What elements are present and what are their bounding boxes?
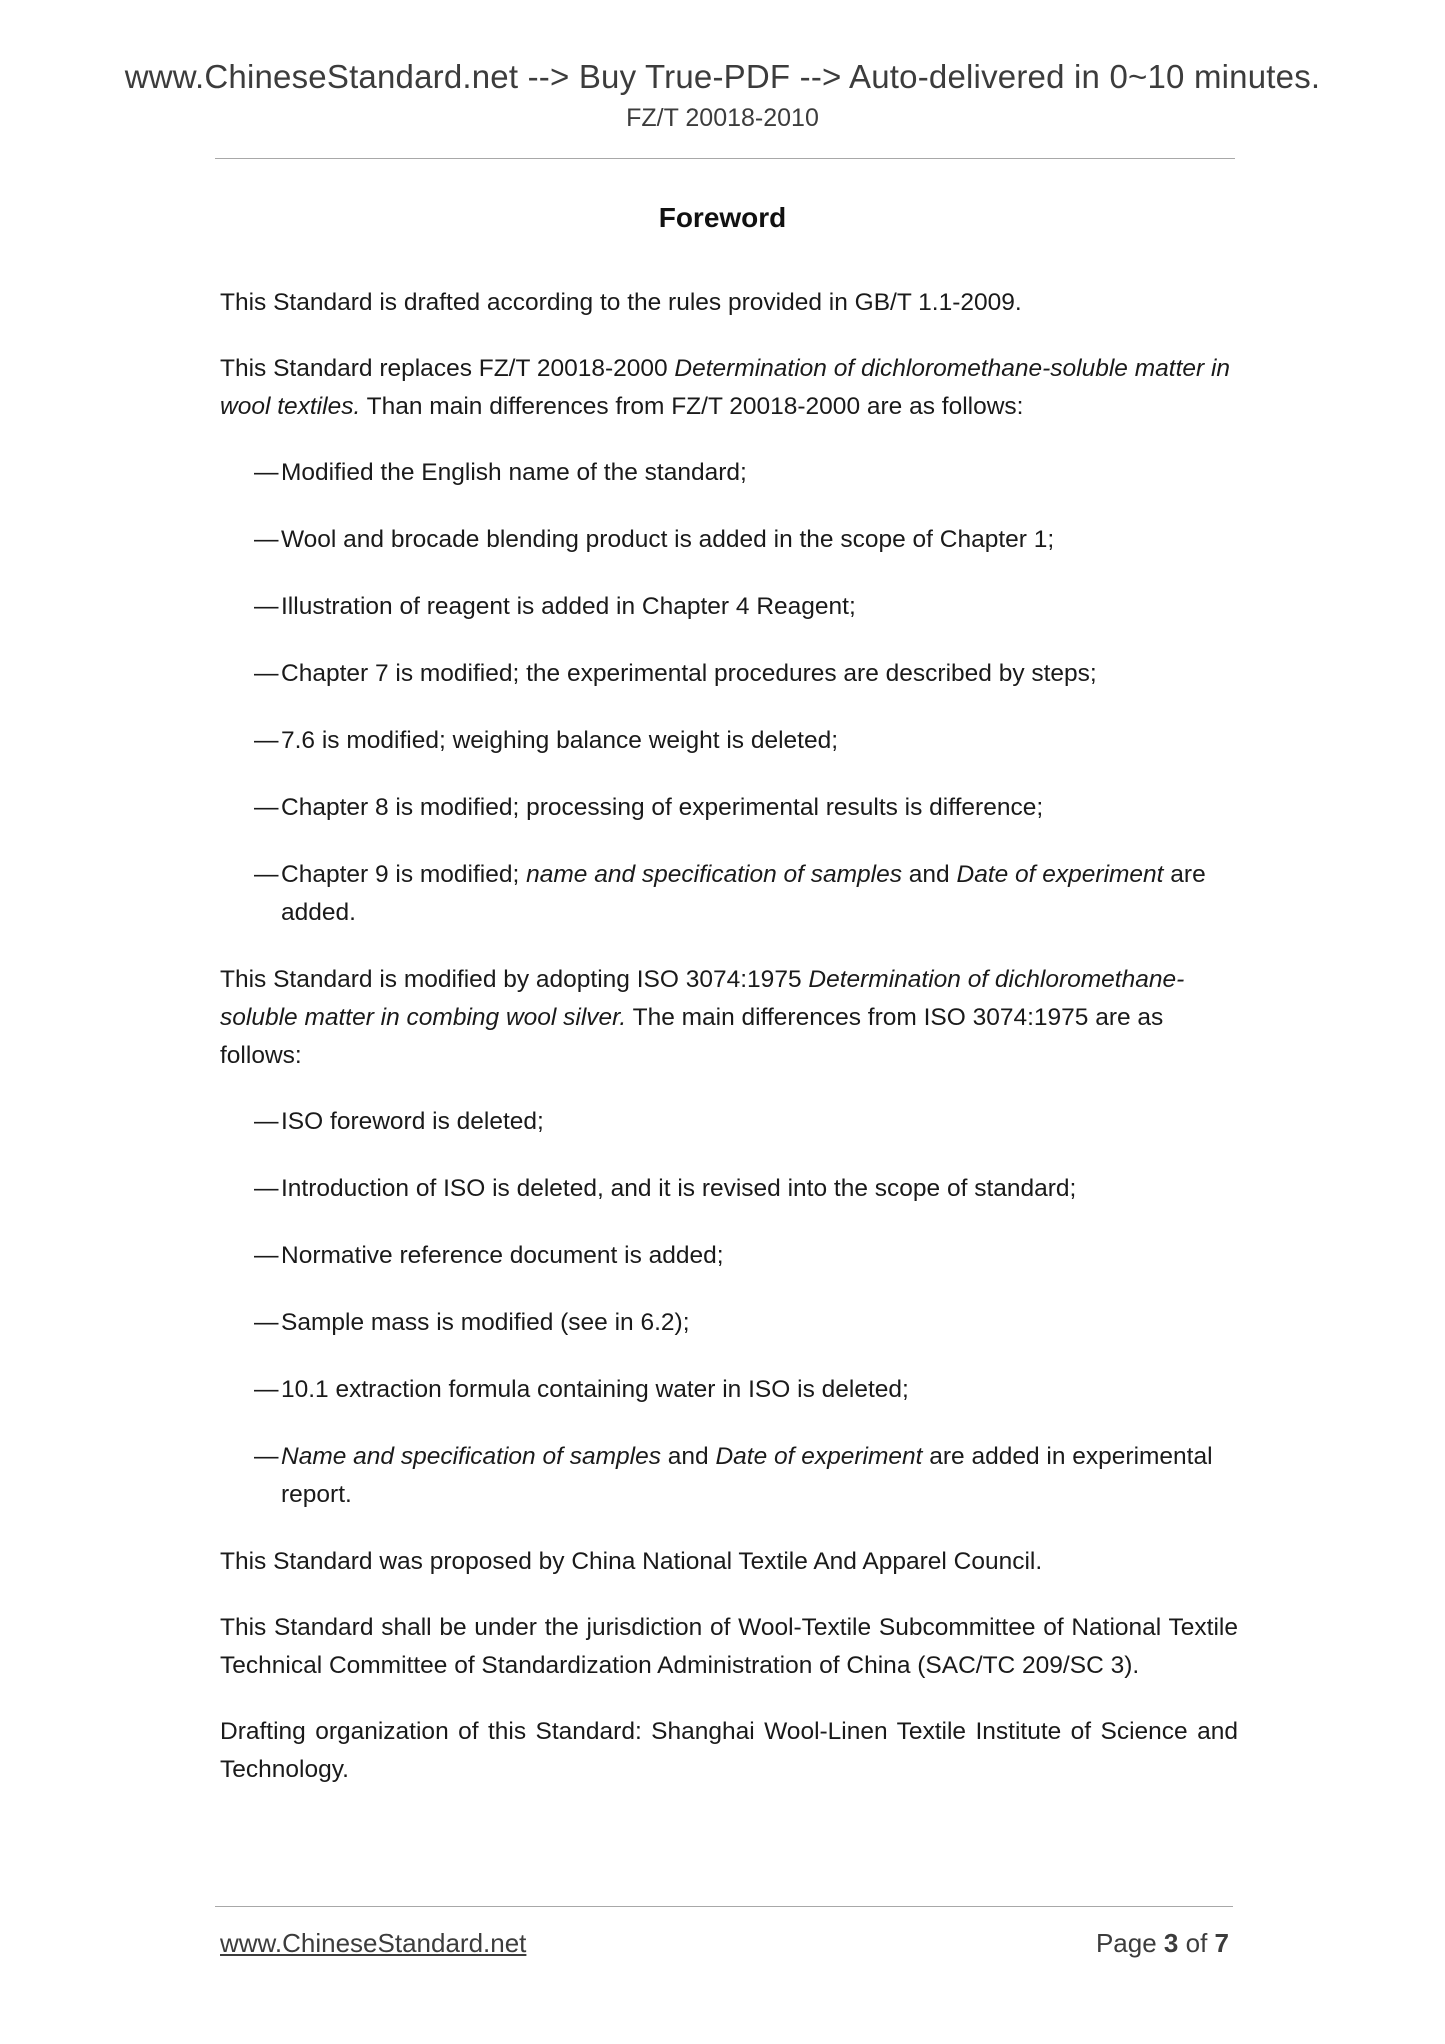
list-item: — 7.6 is modified; weighing balance weight is deleted; [254,722,1238,760]
list-item: — Chapter 8 is modified; processing of experimental results is difference; [254,789,1238,827]
replaced-standard-title: Determination of dichloromethane-soluble matter in wool textiles. [220,355,1231,420]
document-body [220,284,1238,1817]
dash-bullet: — [254,1242,279,1269]
list-item: — Normative reference document is added; [254,1237,1238,1275]
dash-bullet: — [254,1175,279,1202]
list-item: — Illustration of reagent is added in Chapter 4 Reagent; [254,588,1238,626]
dash-bullet: — [254,1443,279,1470]
current-page: 3 [1163,1928,1179,1958]
header-divider [215,158,1235,159]
total-pages: 7 [1214,1928,1229,1958]
dash-bullet: — [254,1108,279,1135]
dash-bullet: — [254,727,279,754]
page-number: Page 3 of 7 [1095,1928,1229,1958]
footer-divider [215,1906,1233,1907]
paragraph-drafting-organization: Drafting organization of this Standard: Shanghai Wool-Linen Textile Institute of Science and Technology. [220,1718,1238,1783]
iso-standard-title: Determination of dichloromethane-soluble matter in combing wool silver. [220,966,1185,1031]
list-item: — Name and specification of samples and Date of experiment are added in experimental report. [254,1438,1238,1514]
list-item: — Chapter 7 is modified; the experimental procedures are described by steps; [254,655,1238,693]
list-item: — Wool and brocade blending product is added in the scope of Chapter 1; [254,521,1238,559]
dash-bullet: — [254,861,279,888]
paragraph-drafting-rules: This Standard is drafted according to the rules provided in GB/T 1.1-2009. [220,289,1022,316]
dash-bullet: — [254,459,279,486]
footer-website-link[interactable]: www.ChineseStandard.net [220,1928,527,1958]
paragraph-jurisdiction: This Standard shall be under the jurisdiction of Wool-Textile Subcommittee of National Textile Technical Committee of Standardization Administration of China (SAC/TC 209/SC 3). [220,1614,1238,1679]
differences-list-2 [220,1103,1238,1514]
dash-bullet: — [254,1309,279,1336]
list-item: — ISO foreword is deleted; [254,1103,1238,1141]
list-item: — 10.1 extraction formula containing water in ISO is deleted; [254,1371,1238,1409]
list-item: — Modified the English name of the standard; [254,454,1238,492]
paragraph-replaces: This Standard replaces FZ/T 20018-2000 Determination of dichloromethane-soluble matter in wool textiles. Than main differences from FZ/T 20018-2000 are as follows: [220,355,1231,420]
dash-bullet: — [254,526,279,553]
list-item: — Sample mass is modified (see in 6.2); [254,1304,1238,1342]
list-item: — Introduction of ISO is deleted, and it is revised into the scope of standard; [254,1170,1238,1208]
differences-list-1 [220,454,1238,932]
page-title: Foreword [658,202,787,233]
dash-bullet: — [254,1376,279,1403]
paragraph-iso-adoption: This Standard is modified by adopting ISO 3074:1975 Determination of dichloromethane-soluble matter in combing wool silver. The main differences from ISO 3074:1975 are as follows: [220,966,1185,1069]
dash-bullet: — [254,794,279,821]
standard-code: FZ/T 20018-2010 [626,104,819,132]
paragraph-proposed-by: This Standard was proposed by China National Textile And Apparel Council. [220,1548,1043,1575]
list-item: — Chapter 9 is modified; name and specification of samples and Date of experiment are added. [254,856,1238,932]
dash-bullet: — [254,660,279,687]
header-banner: www.ChineseStandard.net --> Buy True-PDF --> Auto-delivered in 0~10 minutes. [124,58,1321,95]
dash-bullet: — [254,593,279,620]
